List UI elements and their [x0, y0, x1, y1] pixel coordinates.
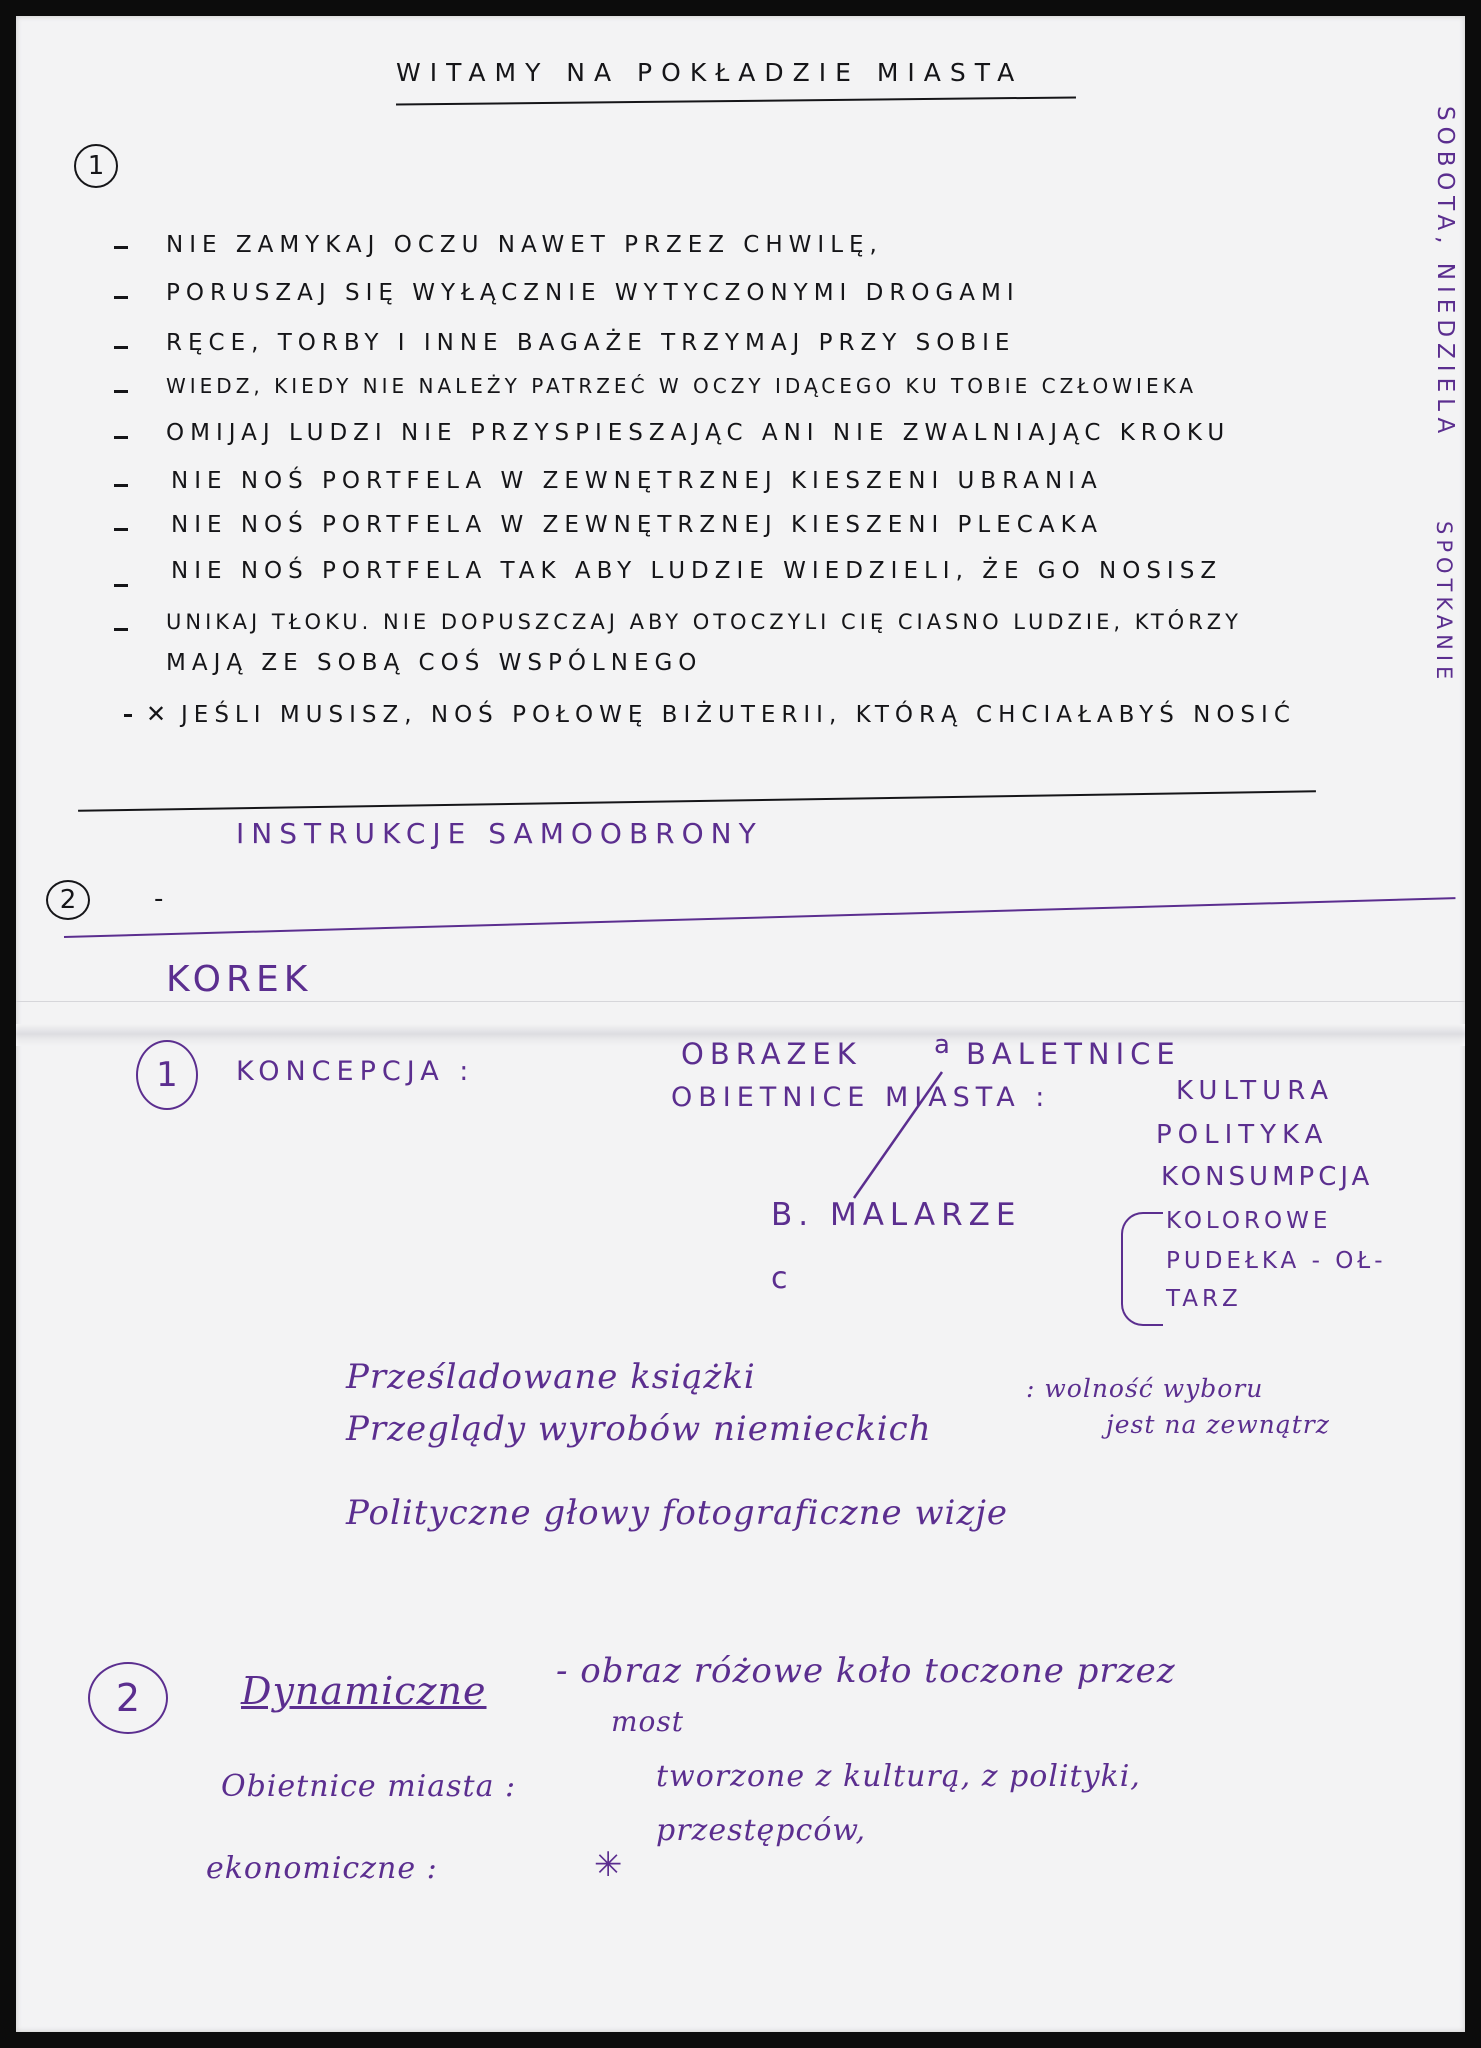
title-underline — [396, 96, 1076, 105]
rule-item-8: NIE NOŚ PORTFELA TAK ABY LUDZIE WIEDZIELI, ŻE GO NOSISZ — [171, 558, 1223, 584]
korek-heading: KOREK — [166, 959, 313, 1000]
list-polityka: POLITYKA — [1156, 1120, 1329, 1150]
obietnice-label: OBIETNICE MIASTA : — [671, 1082, 1051, 1113]
bullet-dash — [114, 390, 128, 393]
section-2-marker: 2 — [46, 880, 90, 920]
obrazek-label: OBRAZEK — [681, 1037, 862, 1071]
note-reviews: Przeglądy wyrobów niemieckich — [346, 1409, 932, 1449]
sub-pudelka: PUDEŁKA - OŁ- — [1166, 1248, 1387, 1274]
purple-divider — [64, 897, 1456, 938]
section-2-dash: - — [154, 884, 164, 914]
section-divider — [78, 790, 1316, 811]
rule-item-4: WIEDZ, KIEDY NIE NALEŻY PATRZEĆ W OCZY IDĄCEGO KU TOBIE CZŁOWIEKA — [166, 374, 1198, 398]
dynamic-text: - obraz różowe koło toczone przez — [556, 1651, 1176, 1691]
concept-label: KONCEPCJA : — [236, 1056, 475, 1087]
list-konsumpcja: KONSUMPCJA — [1161, 1162, 1374, 1192]
star-icon: ✳ — [594, 1845, 623, 1885]
page-title: WITAMY NA POKŁADZIE MIASTA — [396, 58, 1024, 87]
bullet-dash — [114, 484, 128, 487]
rule-item-3: RĘCE, TORBY I INNE BAGAŻE TRZYMAJ PRZY SOBIE — [166, 330, 1016, 356]
note-politics: Polityczne głowy fotograficzne wizje — [346, 1493, 1009, 1533]
sub-tarz: TARZ — [1166, 1286, 1242, 1312]
paper-sheet — [16, 16, 1465, 2032]
list-bracket — [1121, 1212, 1163, 1326]
dynamic-text-cont: most — [611, 1705, 685, 1738]
section-1-marker: 1 — [74, 144, 118, 188]
malarze-label: B. MALARZE — [771, 1197, 1022, 1233]
bullet-dash — [114, 296, 128, 299]
baletnice-marker: a — [934, 1030, 950, 1060]
bullet-dash — [114, 628, 128, 631]
scribble-mark: ✕ — [146, 700, 167, 728]
rule-item-7: NIE NOŚ PORTFELA W ZEWNĘTRZNEJ KIESZENI PLECAKA — [171, 512, 1103, 538]
list-kultura: KULTURA — [1176, 1076, 1334, 1106]
note-books: Prześladowane książki — [346, 1357, 756, 1397]
rule-item-9: UNIKAJ TŁOKU. NIE DOPUSZCZAJ ABY OTOCZYLI CIĘ CIASNO LUDZIE, KTÓRZY — [166, 610, 1242, 634]
bullet-dash — [114, 436, 128, 439]
bullet-dash — [114, 246, 128, 249]
promises-label: Obietnice miasta : — [221, 1769, 517, 1804]
bullet-dash — [114, 346, 128, 349]
side-note-meeting: SPOTKANIE — [1432, 521, 1456, 685]
section-heading: INSTRUKCJE SAMOOBRONY — [236, 817, 763, 850]
baletnice-label: BALETNICE — [966, 1037, 1181, 1071]
sub-kolorowe: KOLOROWE — [1166, 1208, 1332, 1234]
concept-number-marker: 1 — [136, 1040, 198, 1110]
option-c: c — [771, 1261, 788, 1296]
dynamic-label: Dynamiczne — [241, 1669, 487, 1713]
bullet-dash — [114, 584, 128, 587]
rule-item-10: JEŚLI MUSISZ, NOŚ POŁOWĘ BIŻUTERII, KTÓRĄ CHCIAŁABYŚ NOSIĆ — [181, 702, 1296, 728]
bullet-dot — [124, 714, 132, 717]
note-freedom: : wolność wyboru — [1026, 1374, 1264, 1403]
note-outside: jest na zewnątrz — [1106, 1410, 1330, 1439]
rule-item-1: NIE ZAMYKAJ OCZU NAWET PRZEZ CHWILĘ, — [166, 232, 883, 258]
promises-text: tworzone z kulturą, z polityki, — [656, 1759, 1141, 1794]
rule-item-6: NIE NOŚ PORTFELA W ZEWNĘTRZNEJ KIESZENI UBRANIA — [171, 468, 1103, 494]
dynamic-number-marker: 2 — [88, 1662, 168, 1734]
rule-item-2: PORUSZAJ SIĘ WYŁĄCZNIE WYTYCZONYMI DROGAMI — [166, 280, 1020, 306]
connector-line — [846, 1066, 956, 1206]
rule-item-9-cont: MAJĄ ZE SOBĄ COŚ WSPÓLNEGO — [166, 650, 703, 676]
bullet-dash — [114, 528, 128, 531]
side-note-days: SOBOTA, NIEDZIELA — [1432, 106, 1458, 440]
promises-text-cont: przestępców, — [656, 1813, 867, 1848]
rule-item-5: OMIJAJ LUDZI NIE PRZYSPIESZAJĄC ANI NIE ZWALNIAJĄC KROKU — [166, 420, 1231, 446]
economic-label: ekonomiczne : — [206, 1851, 438, 1886]
fold-line — [16, 1001, 1465, 1002]
